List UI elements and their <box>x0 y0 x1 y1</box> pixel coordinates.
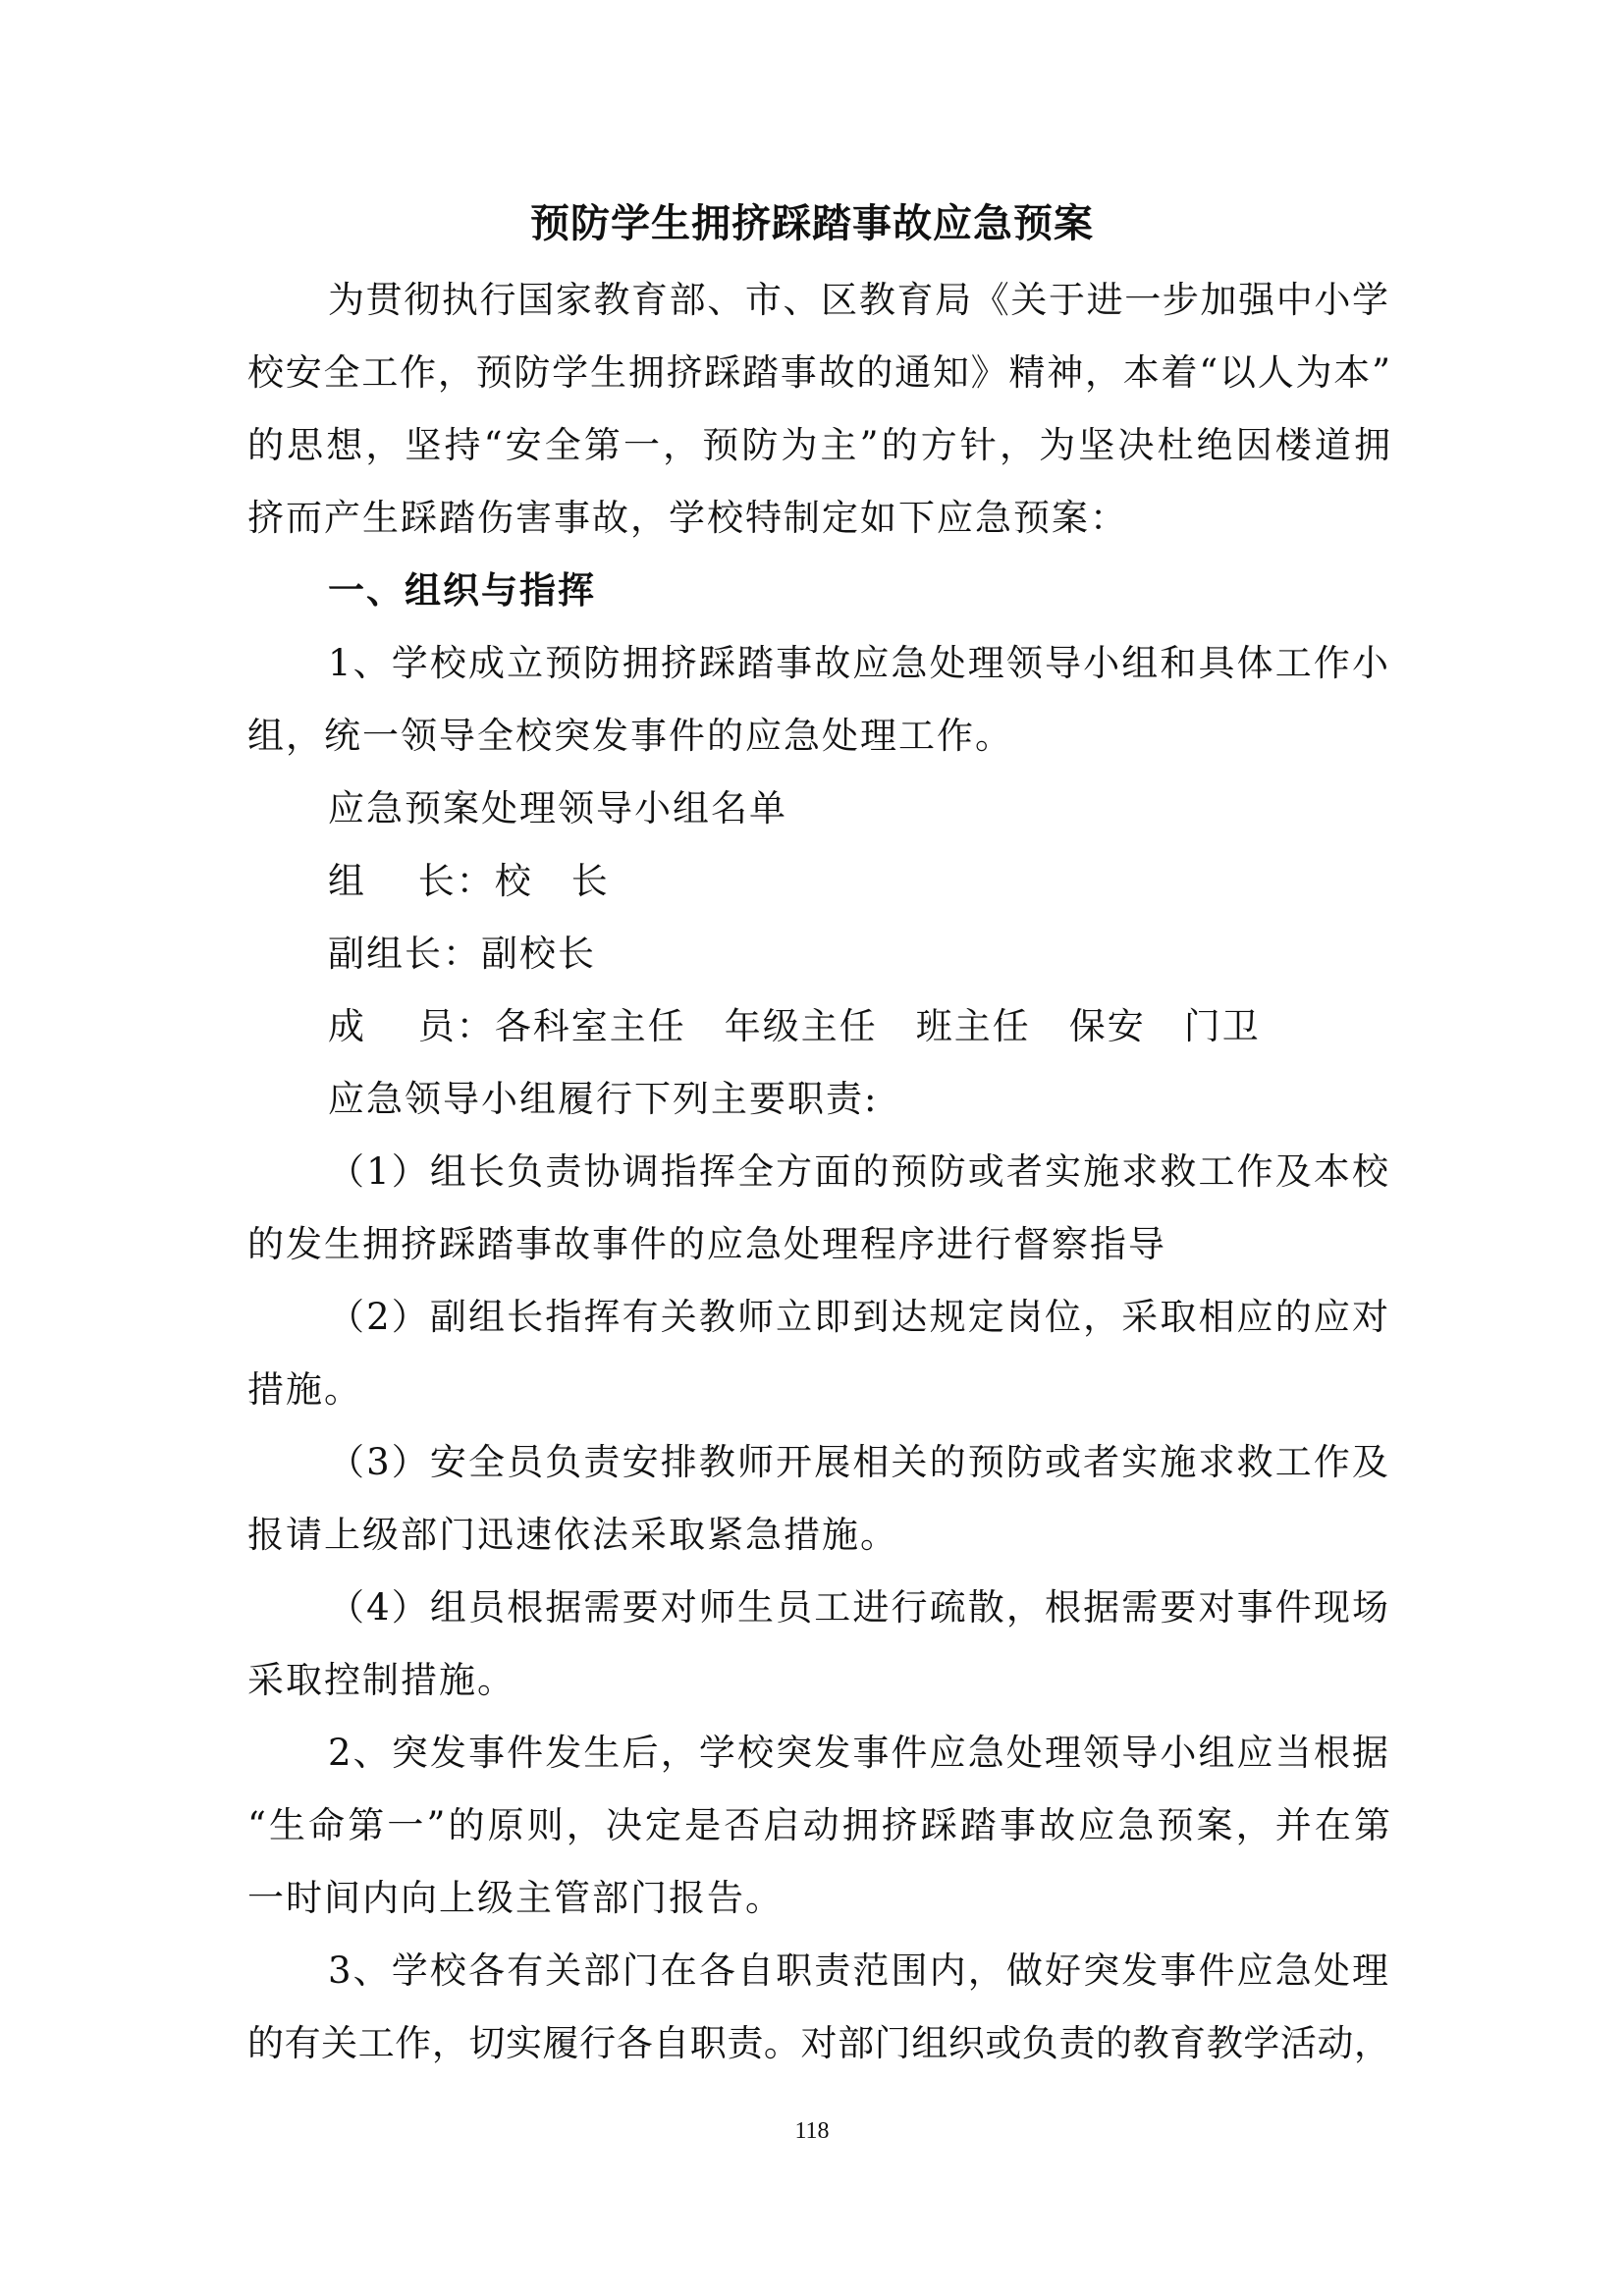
paragraph-line: 应急预案处理领导小组名单 <box>328 787 787 829</box>
paragraph-line: 的发生拥挤踩踏事故事件的应急处理程序进行督察指导 <box>247 1223 1166 1265</box>
paragraph-line: 措施。 <box>247 1368 362 1411</box>
document-title: 预防学生拥挤踩踏事故应急预案 <box>530 201 1094 246</box>
paragraph-line: 的思想，坚持“安全第一，预防为主”的方针，为坚决杜绝因楼道拥 <box>247 424 1390 466</box>
paragraph-line: “生命第一”的原则，决定是否启动拥挤踩踏事故应急预案，并在第 <box>247 1804 1390 1846</box>
paragraph-line: 为贯彻执行国家教育部、市、区教育局《关于进一步加强中小学 <box>328 279 1388 321</box>
paragraph-line: 2、突发事件发生后，学校突发事件应急处理领导小组应当根据 <box>328 1732 1388 1774</box>
paragraph-line: （2）副组长指挥有关教师立即到达规定岗位，采取相应的应对 <box>328 1296 1388 1338</box>
section-heading: 一、组织与指挥 <box>328 569 596 612</box>
paragraph-line: 采取控制措施。 <box>247 1659 515 1701</box>
paragraph-line: 一时间内向上级主管部门报告。 <box>247 1877 784 1919</box>
paragraph-line: 报请上级部门迅速依法采取紧急措施。 <box>247 1514 898 1556</box>
paragraph-line: 副组长：副校长 <box>328 933 596 975</box>
paragraph-line: （3）安全员负责安排教师开展相关的预防或者实施求救工作及 <box>328 1441 1388 1483</box>
paragraph-line: 3、学校各有关部门在各自职责范围内，做好突发事件应急处理 <box>328 1949 1388 1992</box>
paragraph-line: （1）组长负责协调指挥全方面的预防或者实施求救工作及本校 <box>328 1150 1388 1193</box>
paragraph-line: 应急领导小组履行下列主要职责: <box>328 1078 879 1120</box>
paragraph-line: 组，统一领导全校突发事件的应急处理工作。 <box>247 715 1013 757</box>
paragraph-line: 挤而产生踩踏伤害事故，学校特制定如下应急预案： <box>247 497 1128 539</box>
paragraph-line: （4）组员根据需要对师生员工进行疏散，根据需要对事件现场 <box>328 1586 1388 1629</box>
paragraph-line: 1、学校成立预防拥挤踩踏事故应急处理领导小组和具体工作小 <box>328 642 1388 684</box>
paragraph-line: 的有关工作，切实履行各自职责。对部门组织或负责的教育教学活动， <box>247 2022 1390 2064</box>
paragraph-line: 组 长：校 长 <box>328 860 610 902</box>
paragraph-line: 校安全工作，预防学生拥挤踩踏事故的通知》精神，本着“以人为本” <box>247 351 1390 394</box>
paragraph-line: 成 员：各科室主任 年级主任 班主任 保安 门卫 <box>328 1005 1261 1047</box>
page-number: 118 <box>794 2118 830 2144</box>
